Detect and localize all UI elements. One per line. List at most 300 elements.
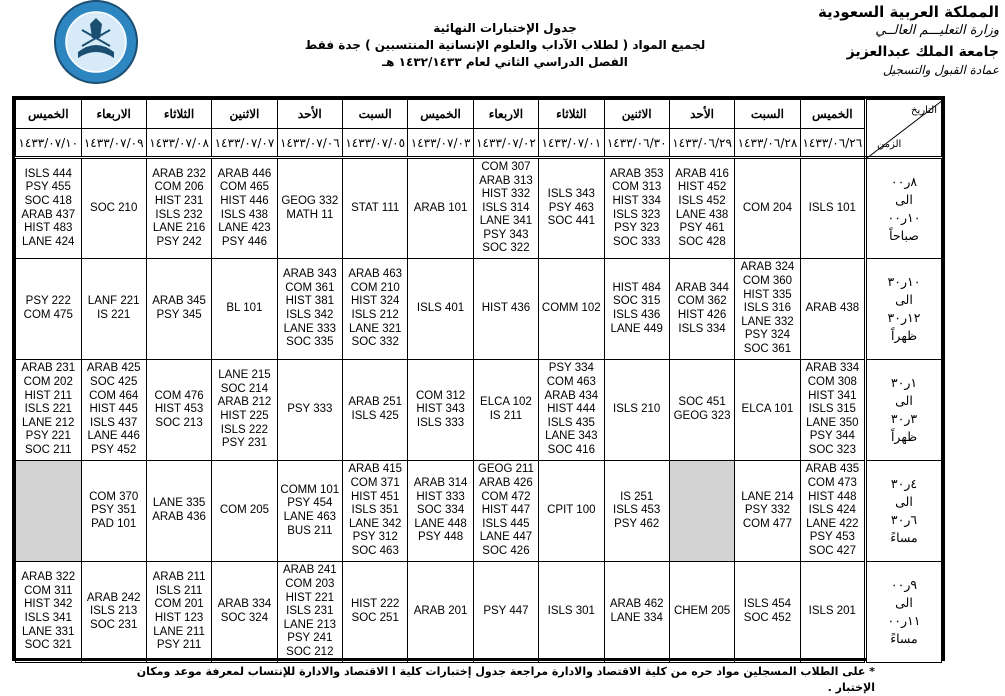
exam-cell [343,259,408,360]
university-name: جامعة الملك عبدالعزيز [846,44,999,60]
day-name: الاربعاء [96,107,131,121]
course-code: SOC 334 [416,504,465,517]
course-code: COM 308 [807,376,857,389]
day-date: ١٤٣٣/٠٦/٢٩ [670,128,734,156]
semester-line: الفصل الدراسي الثاني لعام ١٤٣٢/١٤٣٣ هـ [382,55,628,69]
day-date: ١٤٣٣/٠٦/٢٦ [801,128,864,156]
course-code: SOC 416 [547,443,595,456]
course-code: HIST 343 [416,403,465,416]
day-header-cell [16,100,82,158]
course-code: COM 202 [23,376,73,389]
course-code: HIST 335 [743,288,792,301]
course-code: ELCA 101 [741,403,794,416]
day-header-cell [735,100,800,158]
exam-cell [800,158,865,259]
course-code: HIST 448 [808,490,857,503]
course-code: LANE 423 [218,222,271,235]
course-code: ISLS 453 [613,504,661,517]
course-code: PSY 447 [483,605,529,618]
day-date: ١٤٣٣/٠٧/٠٨ [147,128,211,156]
course-code: ARAB 322 [21,571,76,584]
time-line: مساءً [890,632,918,646]
day-header-cell [539,100,604,158]
exam-cell [146,461,211,562]
course-code: PSY 323 [614,222,660,235]
time-line: ٤ر٣٠ [890,477,918,491]
day-header-cell [408,100,473,158]
course-code: LANF 221 [87,295,140,308]
time-line: ١٢ر٣٠ [887,311,921,325]
corner-date-label: التاريخ [911,105,937,116]
course-code: HIST 222 [351,598,400,611]
course-code: SOC 425 [90,376,138,389]
course-code: PSY 455 [25,181,71,194]
course-code: SOC 210 [90,201,138,214]
course-code: PSY 343 [483,228,529,241]
exam-cell [539,158,604,259]
course-code: LANE 446 [87,430,140,443]
course-code: ISLS 438 [220,208,269,221]
time-line: ٦ر٣٠ [890,513,918,527]
exam-cell [473,562,538,663]
exam-cell [604,461,669,562]
course-code: PSY 462 [614,517,660,530]
course-code: LANE 332 [741,315,794,328]
schedule-grid [15,99,942,663]
ministry-name: وزارة التعليـــم العالــي [875,23,999,38]
day-date: ١٤٣٣/٠٧/١٠ [16,128,81,156]
exam-cell [343,562,408,663]
day-header-cell [604,100,669,158]
course-code: ISLS 401 [416,302,465,315]
course-code: LANE 214 [741,490,794,503]
time-line: ٩ر٠٠ [890,578,918,592]
day-date: ١٤٣٣/٠٧/٠٩ [82,128,146,156]
day-date: ١٤٣٣/٠٧/٠٣ [408,128,472,156]
course-code: SOC 323 [808,443,856,456]
course-code: HIST 225 [220,410,269,422]
corner-cell [866,100,942,158]
course-code: SOC 333 [613,235,661,248]
course-code: PSY 222 [25,295,71,308]
course-code: COM 311 [24,584,73,597]
time-line: صباحاً [889,228,919,243]
course-code: HIST 221 [285,591,334,604]
course-code: SOC 324 [220,612,269,624]
course-code: COM 360 [742,275,793,288]
exam-cell [735,259,800,360]
course-code: SOC 428 [678,235,726,248]
exam-cell [735,461,800,562]
time-slot-row [16,360,942,461]
course-code: SOC 335 [286,336,334,349]
course-code: ISLS 424 [808,504,856,517]
course-code: LANE 463 [283,511,337,523]
course-code: SOC 212 [286,645,334,658]
time-line: ١ر٣٠ [890,376,918,390]
course-code: ISLS 343 [547,188,595,201]
course-code: ARAB 212 [217,396,272,409]
day-name: الأحد [690,107,715,121]
day-name: الأحد [297,107,322,121]
course-code: HIST 332 [481,188,531,201]
course-code: IS 211 [489,410,523,422]
course-code: PSY 221 [25,430,71,443]
course-code: LANE 350 [806,416,859,429]
course-code: COMM 101 [280,483,340,496]
exam-cell [800,562,865,663]
course-code: PSY 334 [548,362,594,375]
course-code: PSY 344 [809,430,855,443]
exam-cell [277,259,342,360]
course-code: ARAB 435 [805,463,860,476]
course-code: PSY 332 [744,504,791,517]
course-code: ARAB 353 [609,167,664,180]
course-code: HIST 333 [416,490,465,503]
course-code: PSY 231 [221,437,268,450]
time-line: ظهراً [890,329,918,343]
course-code: ISLS 301 [547,605,595,618]
course-code: ARAB 334 [217,598,272,611]
course-code: ARAB 344 [675,281,729,294]
course-code: COM 361 [285,281,335,294]
course-code: HIST 483 [24,222,73,235]
course-code: ISLS 221 [24,403,72,416]
day-name: الخميس [420,107,461,121]
time-line: ظهراً [890,430,918,444]
course-code: HIST 452 [677,181,727,194]
course-code: ISLS 342 [286,309,334,321]
course-code: HIST 444 [547,403,596,416]
course-code: PSY 324 [744,329,791,342]
course-code: ARAB 438 [805,302,860,315]
course-code: ARAB 211 [152,571,206,584]
course-code: PSY 312 [352,531,398,544]
course-code: COM 465 [219,181,270,194]
course-code: ISLS 334 [678,322,726,335]
course-code: ISLS 231 [286,605,334,618]
course-code: HIST 446 [220,194,269,207]
exam-cell [277,360,342,461]
time-slot-cell [866,461,942,562]
time-line: الى [895,495,913,509]
course-code: HIST 341 [808,389,857,402]
course-code: SOC 441 [547,215,595,228]
course-code: COM 476 [154,389,204,402]
course-code: SOC 332 [351,336,399,349]
day-date: ١٤٣٣/٠٧/٠٧ [212,128,276,156]
course-code: ARAB 462 [609,598,664,611]
institution-header [809,2,999,78]
course-code: COM 312 [415,389,466,402]
day-header-cell [800,100,865,158]
course-code: SOC 418 [24,194,72,207]
time-line: ١١ر٠٠ [887,614,921,628]
exam-cell [277,562,342,663]
course-code: PSY 463 [548,201,594,214]
course-code: ISLS 210 [613,403,661,416]
course-code: SOC 321 [24,639,72,652]
course-code: ISLS 213 [90,605,138,618]
exam-cell [16,158,82,259]
course-code: ISLS 323 [613,208,661,221]
exam-cell [81,360,146,461]
exam-cell [408,158,473,259]
exam-cell [277,158,342,259]
schedule-title-block [300,20,710,71]
exam-cell [343,360,408,461]
exam-cell [539,259,604,360]
course-code: COMM 102 [541,302,601,315]
footnote: * على الطلاب المسجلين مواد حره من كلية الاقتصاد والادارة مراجعة جدول إختبارات كلية ا الاقتصاد والادارة للإنتساب لمعرفة موعد ومكان الإختبار . [136,665,875,694]
day-header-cell [277,100,342,158]
day-name: الثلاثاء [556,107,587,121]
course-code: HIST 381 [285,295,334,308]
time-line: ٨ر٠٠ [890,174,918,189]
course-code: ARAB 232 [152,167,206,180]
exam-cell [212,158,277,259]
day-header-row [16,100,942,158]
course-code: GEOG 332 [281,194,339,207]
corner-time-label: الزمن [877,139,902,151]
day-name: الاثنين [229,107,260,121]
exam-cell [735,158,800,259]
course-code: HIST 426 [677,309,727,321]
course-code: HIST 342 [24,598,73,611]
course-code: ARAB 313 [479,174,533,187]
course-code: HIST 436 [481,302,531,315]
day-name: الاثنين [621,107,652,121]
course-code: COM 307 [481,160,531,173]
course-code: LANE 424 [22,235,75,248]
course-code: SOC 361 [743,342,792,355]
exam-cell [473,158,538,259]
course-code: LANE 331 [22,625,75,638]
course-code: LANE 438 [675,208,729,221]
exam-cell [343,461,408,562]
course-code: ISLS 444 [24,167,72,180]
course-code: CHEM 205 [673,605,731,618]
course-code: ARAB 101 [413,201,468,214]
course-code: PSY 452 [91,443,137,456]
course-code: LANE 212 [22,416,75,429]
course-code: STAT 111 [351,201,400,214]
exam-cell [408,461,473,562]
course-code: ARAB 251 [348,396,403,409]
exam-cell [408,360,473,461]
course-code: LANE 335 [152,497,206,510]
day-name: الخميس [812,107,853,121]
exam-cell [473,461,538,562]
course-code: COM 210 [350,281,400,294]
exam-cell [81,158,146,259]
exam-cell [408,562,473,663]
course-code: COM 205 [219,504,270,517]
course-code: COM 362 [677,295,727,308]
course-code: ARAB 231 [21,362,76,375]
course-code: ARAB 201 [413,605,468,618]
exam-cell [343,158,408,259]
course-code: SOC 214 [220,382,269,395]
exam-cell [81,562,146,663]
course-code: SOC 315 [613,295,661,308]
course-code: PSY 461 [679,222,725,235]
time-line: الى [895,293,913,307]
course-code: ISLS 212 [351,309,399,321]
course-code: CPIT 100 [547,504,596,517]
day-date: ١٤٣٣/٠٦/٣٠ [605,128,669,156]
course-code: COM 473 [807,477,857,490]
day-name: الخميس [27,107,69,121]
course-code: LANE 449 [610,322,663,335]
course-code: IS 251 [620,490,654,503]
course-code: ISLS 341 [24,612,72,624]
course-code: ARAB 314 [413,477,468,490]
course-code: COM 371 [350,477,400,490]
exam-cell [669,562,734,663]
course-code: ARAB 446 [217,167,272,180]
course-code: HIST 451 [351,490,400,503]
day-header-cell [146,100,211,158]
day-date: ١٤٣٣/٠٦/٢٨ [735,128,799,156]
course-code: ISLS 211 [155,584,203,597]
course-code: ISLS 316 [743,302,792,315]
course-code: HIST 123 [154,612,204,624]
time-slot-row [16,259,942,360]
schedule-subtitle: لجميع المواد ( لطلاب الآداب والعلوم الإنسانية المنتسبين ) جدة فقط [304,38,706,52]
course-code: ISLS 425 [351,410,399,422]
exam-cell [604,259,669,360]
course-code: ARAB 463 [348,268,403,281]
time-line: ١٠ر٠٠ [887,210,921,225]
course-code: COM 370 [89,490,139,503]
course-code: ARAB 343 [282,268,337,281]
course-code: ARAB 426 [479,477,533,490]
course-code: SOC 426 [482,544,530,557]
course-code: SOC 211 [25,443,72,456]
exam-cell [604,562,669,663]
day-header-cell [473,100,538,158]
course-code: ARAB 334 [805,362,860,375]
course-code: BL 101 [226,302,263,315]
time-slot-cell [866,360,942,461]
time-line: الى [895,596,913,610]
exam-cell [81,259,146,360]
exam-cell [212,259,277,360]
exam-cell [473,360,538,461]
course-code: ARAB 324 [740,261,795,274]
course-code: PSY 242 [156,235,202,248]
course-code: PSY 351 [91,504,137,517]
exam-cell [16,259,82,360]
course-code: ISLS 435 [547,416,595,429]
course-code: ISLS 201 [808,605,856,618]
time-slot-row [16,562,942,663]
exam-schedule-table [12,96,945,661]
course-code: ARAB 345 [152,295,206,308]
course-code: LANE 216 [152,222,206,235]
course-code: ISLS 314 [482,201,530,214]
exam-cell [277,461,342,562]
course-code: COM 203 [285,578,335,591]
course-code: LANE 448 [414,517,467,530]
day-header-cell [81,100,146,158]
course-code: ARAB 436 [152,511,206,523]
empty-exam-cell [669,461,734,562]
exam-cell [212,461,277,562]
course-code: PSY 241 [287,632,333,645]
course-code: LANE 213 [283,618,337,631]
course-code: SOC 451 [678,396,726,409]
course-code: SOC 213 [155,416,203,429]
course-code: ISLS 351 [351,504,399,517]
course-code: ISLS 333 [416,416,465,429]
course-code: ISLS 445 [482,517,530,530]
course-code: SOC 231 [90,618,138,631]
kingdom-name: المملكة العربية السعودية [817,3,999,21]
day-name: الاربعاء [488,107,524,121]
course-code: LANE 321 [348,322,402,335]
course-code: ISLS 437 [90,416,138,429]
exam-cell [146,562,211,663]
exam-cell [800,259,865,360]
time-line: الى [895,192,913,207]
course-code: COM 463 [546,376,596,389]
day-header-cell [669,100,734,158]
day-name: السبت [358,107,392,121]
exam-cell [539,360,604,461]
course-code: PSY 448 [417,531,464,544]
day-date: ١٤٣٣/٠٧/٠٥ [343,128,407,156]
course-code: ISLS 452 [678,194,726,207]
course-code: LANE 341 [479,215,533,228]
course-code: COM 464 [89,389,139,402]
exam-cell [539,461,604,562]
course-code: LANE 333 [283,322,337,335]
day-header-cell [343,100,408,158]
course-code: BUS 211 [287,524,333,537]
course-code: HIST 324 [351,295,400,308]
day-date: ١٤٣٣/٠٧/٠٦ [278,128,342,156]
course-code: SOC 452 [743,612,792,624]
course-code: LANE 334 [610,612,663,624]
course-code: COM 204 [742,201,793,214]
course-code: PSY 211 [156,639,202,652]
exam-cell [81,461,146,562]
course-code: LANE 342 [348,517,402,530]
course-code: ARAB 437 [21,208,76,221]
course-code: LANE 422 [806,517,859,530]
exam-cell [146,360,211,461]
course-code: HIST 453 [154,403,204,416]
course-code: COM 472 [481,490,531,503]
exam-cell [408,259,473,360]
exam-cell [604,158,669,259]
schedule-title: جدول الإختبارات النهائية [433,21,577,35]
course-code: ISLS 436 [613,309,661,321]
course-code: IS 221 [97,309,131,321]
time-slot-row [16,461,942,562]
course-code: PSY 453 [809,531,855,544]
course-code: ISLS 315 [808,403,856,416]
course-code: ELCA 102 [480,396,532,409]
time-line: ٣ر٣٠ [890,412,918,426]
course-code: ISLS 101 [808,201,856,214]
exam-cell [212,360,277,461]
course-code: LANE 447 [479,531,533,544]
exam-cell [669,259,734,360]
course-code: ARAB 434 [544,389,599,402]
